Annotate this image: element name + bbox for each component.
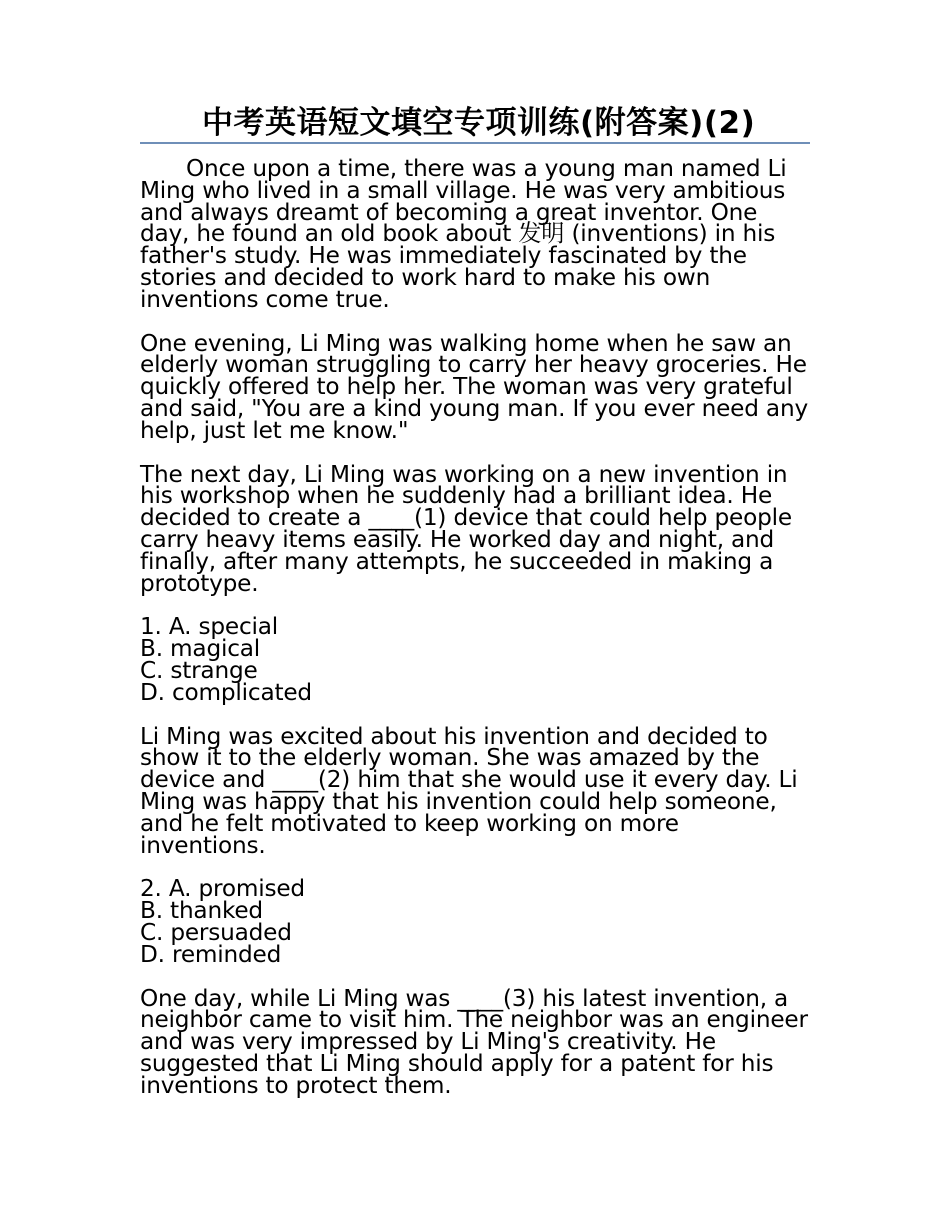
- paragraph-4: Li Ming was excited about his invention and decided to show it to the elderly woman. She was amazed by the device and ____(2) him that she would use it every day. Li Ming was happy that his invention could help someone, and he felt motivated to keep working on more inventions.: [140, 722, 798, 859]
- question-2-options: [140, 875, 810, 968]
- question-2-option-c: C. persuaded: [140, 918, 292, 946]
- paragraph-5: One day, while Li Ming was ____(3) his latest invention, a neighbor came to visit him. The neighbor was an engineer and was very impressed by Li Ming's creativity. He suggested that Li Ming should apply for a patent for his inventions to protect them.: [140, 984, 808, 1099]
- paragraph-2: One evening, Li Ming was walking home when he saw an elderly woman struggling to carry her heavy groceries. He quickly offered to help her. The woman was very grateful and said, "You are a kind young man. If you ever need any help, just let me know.": [140, 329, 808, 444]
- title-bar: [140, 98, 810, 144]
- question-2-option-d: D. reminded: [140, 940, 282, 968]
- question-1-option-a: 1. A. special: [140, 613, 278, 641]
- question-2-option-b: B. thanked: [140, 897, 263, 925]
- question-1-option-c: C. strange: [140, 656, 258, 684]
- document-body: [140, 155, 810, 1118]
- question-1-option-d: D. complicated: [140, 678, 312, 706]
- paragraph-3: The next day, Li Ming was working on a new invention in his workshop when he suddenly had a brilliant idea. He decided to create a ____(1) device that could help people carry heavy items easily. He worked day and night, and finally, after many attempts, he succeeded in making a prototype.: [140, 460, 792, 597]
- paragraph-1: Once upon a time, there was a young man named Li Ming who lived in a small village. He was very ambitious and always dreamt of becoming a great inventor. One day, he found an old book about 发明 (inventions) in his father's study. He was immediately fascinated by the stories and decided to work hard to make his own inventions come true.: [140, 155, 787, 313]
- question-1-options: [140, 613, 810, 706]
- question-1-option-b: B. magical: [140, 635, 261, 663]
- question-2-option-a: 2. A. promised: [140, 875, 305, 903]
- document-title: 中考英语短文填空专项训练(附答案)(2): [202, 105, 756, 141]
